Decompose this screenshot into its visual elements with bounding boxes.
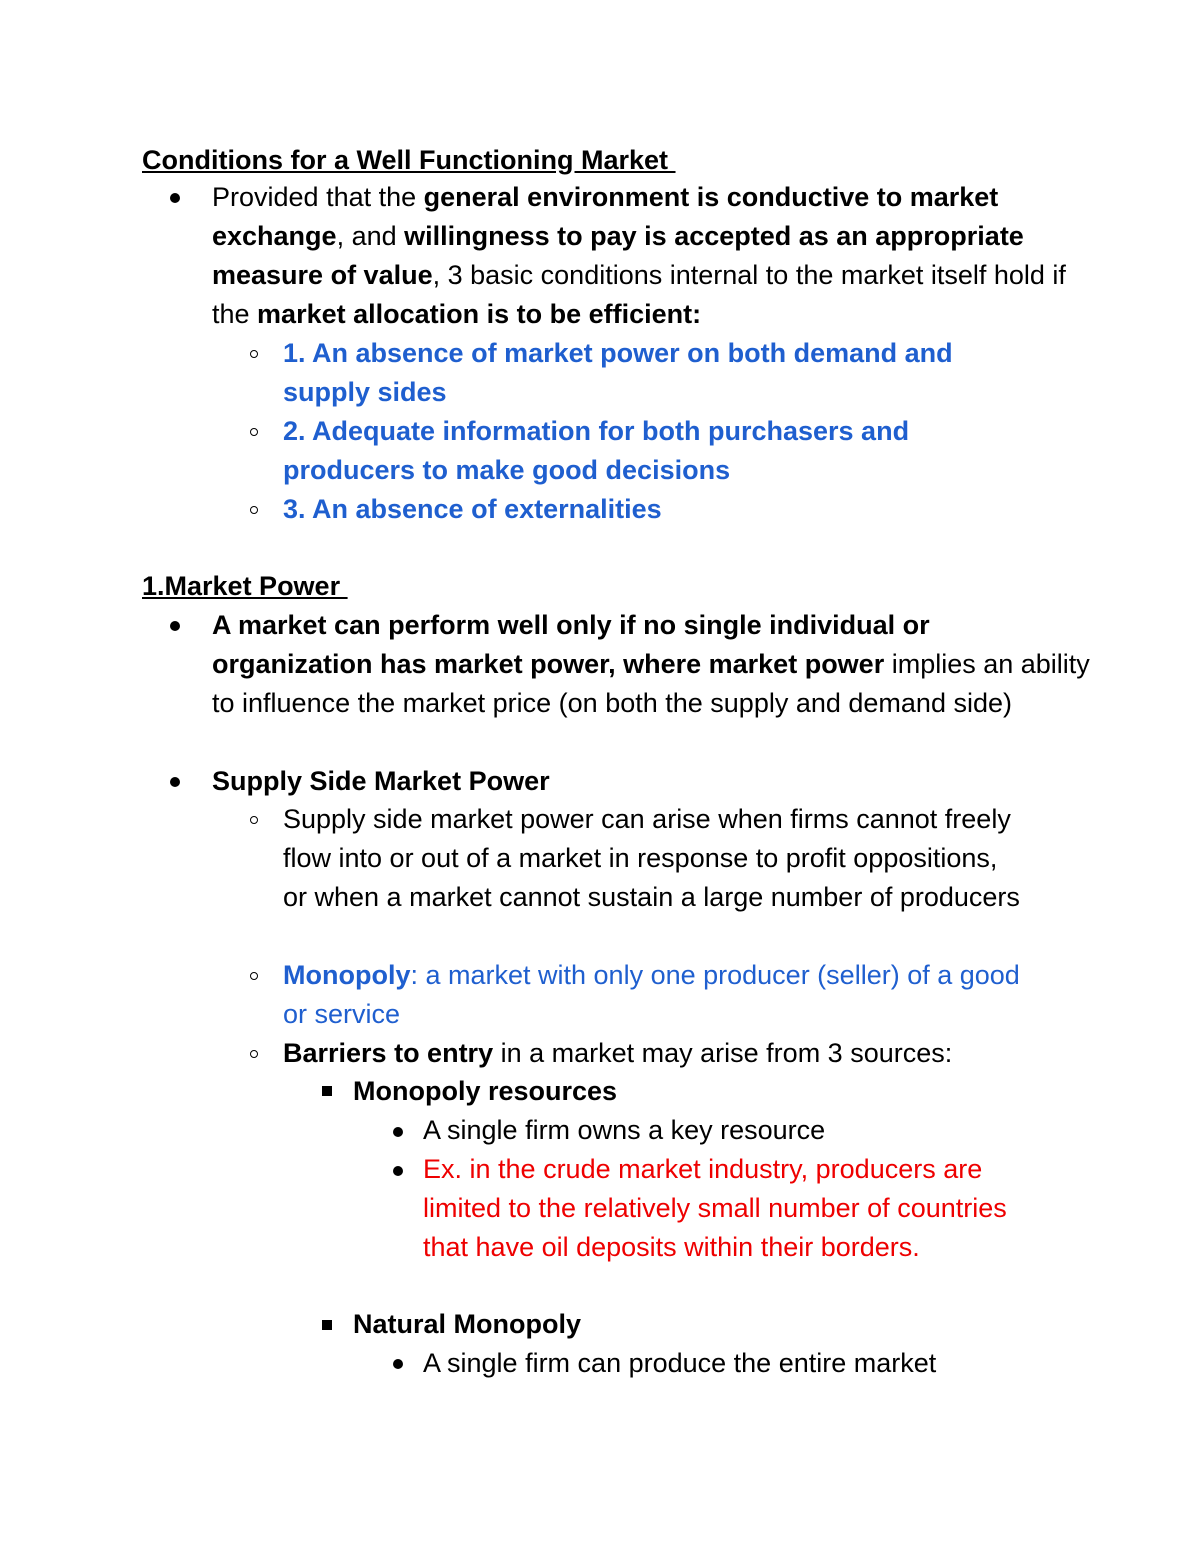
intro-paragraph <box>212 178 1082 334</box>
condition-item-1: 1. An absence of market power on both demand and supply sides <box>283 338 953 407</box>
intro-text-2: , and <box>336 221 405 251</box>
monopoly-resources-title: Monopoly resources <box>353 1076 618 1106</box>
bullet-dot <box>393 1166 403 1176</box>
bullet-dot <box>170 621 180 631</box>
barriers-term: Barriers to entry <box>283 1038 494 1068</box>
monopoly-resources-example: Ex. in the crude market industry, producers are limited to the relatively small number of countries that have oil deposits within their borders. <box>423 1154 1007 1262</box>
bullet-circle <box>250 428 258 436</box>
intro-bold-1: general environment is conductive to market exchange <box>212 182 999 251</box>
market-power-bold: A market can perform well only if no single individual or organization has market power, where market power <box>212 610 930 679</box>
bullet-dot <box>393 1127 403 1137</box>
bullet-circle <box>250 972 258 980</box>
condition-item-2: 2. Adequate information for both purchasers and producers to make good decisions <box>283 416 910 485</box>
supply-side-title: Supply Side Market Power <box>212 766 550 796</box>
bullet-dot <box>170 193 180 203</box>
monopoly-definition <box>283 956 1043 1034</box>
barriers-to-entry <box>283 1034 1083 1073</box>
bullet-circle <box>250 350 258 358</box>
natural-monopoly-point: A single firm can produce the entire market <box>423 1348 937 1378</box>
natural-monopoly-title: Natural Monopoly <box>353 1309 581 1339</box>
monopoly-term: Monopoly <box>283 960 411 990</box>
intro-text-3: , 3 basic conditions internal to the market itself hold if the <box>212 260 1066 329</box>
bullet-square <box>322 1320 332 1330</box>
condition-item-3: 3. An absence of externalities <box>283 494 662 524</box>
bullet-square <box>322 1086 332 1096</box>
monopoly-def: : a market with only one producer (seller) of a good or service <box>283 960 1020 1029</box>
intro-bold-3: market allocation is to be efficient: <box>257 299 702 329</box>
bullet-circle <box>250 816 258 824</box>
bullet-dot <box>170 777 180 787</box>
section-heading-market-power: 1.Market Power <box>142 571 348 601</box>
intro-text-1: Provided that the <box>212 182 424 212</box>
monopoly-resources-point: A single firm owns a key resource <box>423 1115 826 1145</box>
section-heading-conditions: Conditions for a Well Functioning Market <box>142 145 676 175</box>
market-power-text: implies an ability to influence the market price (on both the supply and demand side) <box>212 649 1090 718</box>
bullet-dot <box>393 1359 403 1369</box>
intro-bold-2: willingness to pay is accepted as an appropriate measure of value <box>212 221 1024 290</box>
supply-side-text: Supply side market power can arise when firms cannot freely flow into or out of a market in response to profit oppositions, or when a market cannot sustain a large number of producers <box>283 804 1020 912</box>
bullet-circle <box>250 1050 258 1058</box>
market-power-paragraph <box>212 606 1092 723</box>
bullet-circle <box>250 506 258 514</box>
barriers-rest: in a market may arise from 3 sources: <box>493 1038 953 1068</box>
